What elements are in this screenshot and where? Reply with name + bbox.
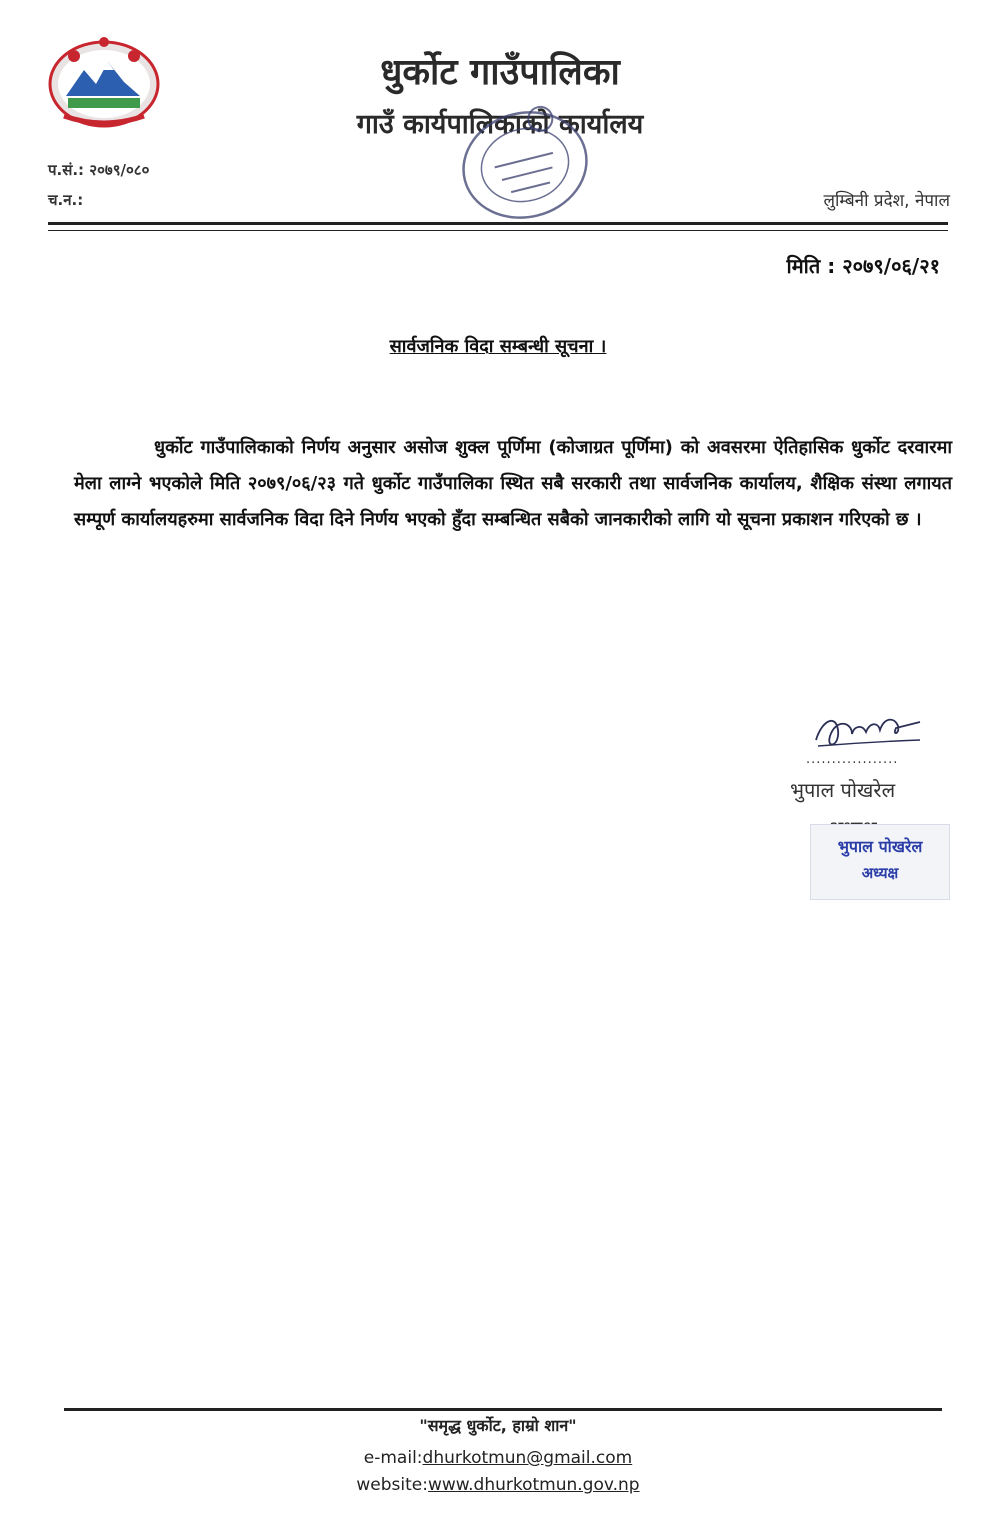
footer-divider: [64, 1408, 942, 1411]
website-label: website:: [356, 1475, 428, 1495]
email-link[interactable]: dhurkotmun@gmail.com: [422, 1448, 633, 1468]
date-label: मिति :: [786, 254, 836, 278]
signature-line: ..................: [806, 752, 899, 767]
province-address: लुम्बिनी प्रदेश, नेपाल: [823, 191, 950, 211]
notice-body: धुर्कोट गाउँपालिकाको निर्णय अनुसार असोज शुक्ल पूर्णिमा (कोजाग्रत पूर्णिमा) को अवसरमा ऐतिहासिक धुर्कोट दरवारमा मेला लाग्ने भएकोले मिति २०७९/०६/२३ गते धुर्कोट गाउँपालिका स्थित सबै सरकारी तथा सार्वजनिक कार्यालय, शैक्षिक संस्था लगायत सम्पूर्ण कार्यालयहरुमा सार्वजनिक विदा दिने निर्णय भएको हुँदा सम्बन्धित सबैको जानकारीको लागि यो सूचना प्रकाशन गरिएको छ ।: [74, 437, 952, 530]
email-label: e-mail:: [363, 1448, 423, 1468]
footer-slogan: "समृद्ध धुर्कोट, हाम्रो शान": [419, 1416, 577, 1435]
header-divider-thick: [48, 222, 948, 225]
seal-title: अध्यक्ष: [861, 864, 899, 882]
website-link[interactable]: www.dhurkotmun.gov.np: [427, 1475, 640, 1495]
issue-date: [787, 252, 940, 279]
subject-text: सार्वजनिक विदा सम्बन्धी सूचना ।: [389, 336, 607, 357]
dispatch-number: [48, 190, 83, 210]
reference-value: २०७९/०८०: [89, 161, 150, 179]
official-seal: [810, 824, 950, 900]
header-divider-thin: [48, 230, 948, 231]
footer-email: [0, 1448, 996, 1468]
seal-name: भुपाल पोखरेल: [837, 837, 923, 856]
office-name: गाउँ कार्यपालिकाको कार्यालय: [356, 109, 644, 140]
reference-number: [48, 160, 149, 180]
nepal-emblem-icon: [44, 30, 164, 130]
footer-website: [0, 1475, 996, 1495]
dispatch-label: च.न.:: [48, 191, 84, 209]
organization-name: धुर्कोट गाउँपालिका: [380, 52, 620, 93]
notice-subject: [0, 334, 996, 358]
date-value: २०७९/०६/२१: [842, 254, 940, 278]
office-stamp-icon: [455, 100, 595, 230]
signatory-name: भुपाल पोखरेल: [790, 778, 896, 802]
reference-label: प.सं.:: [48, 161, 85, 179]
